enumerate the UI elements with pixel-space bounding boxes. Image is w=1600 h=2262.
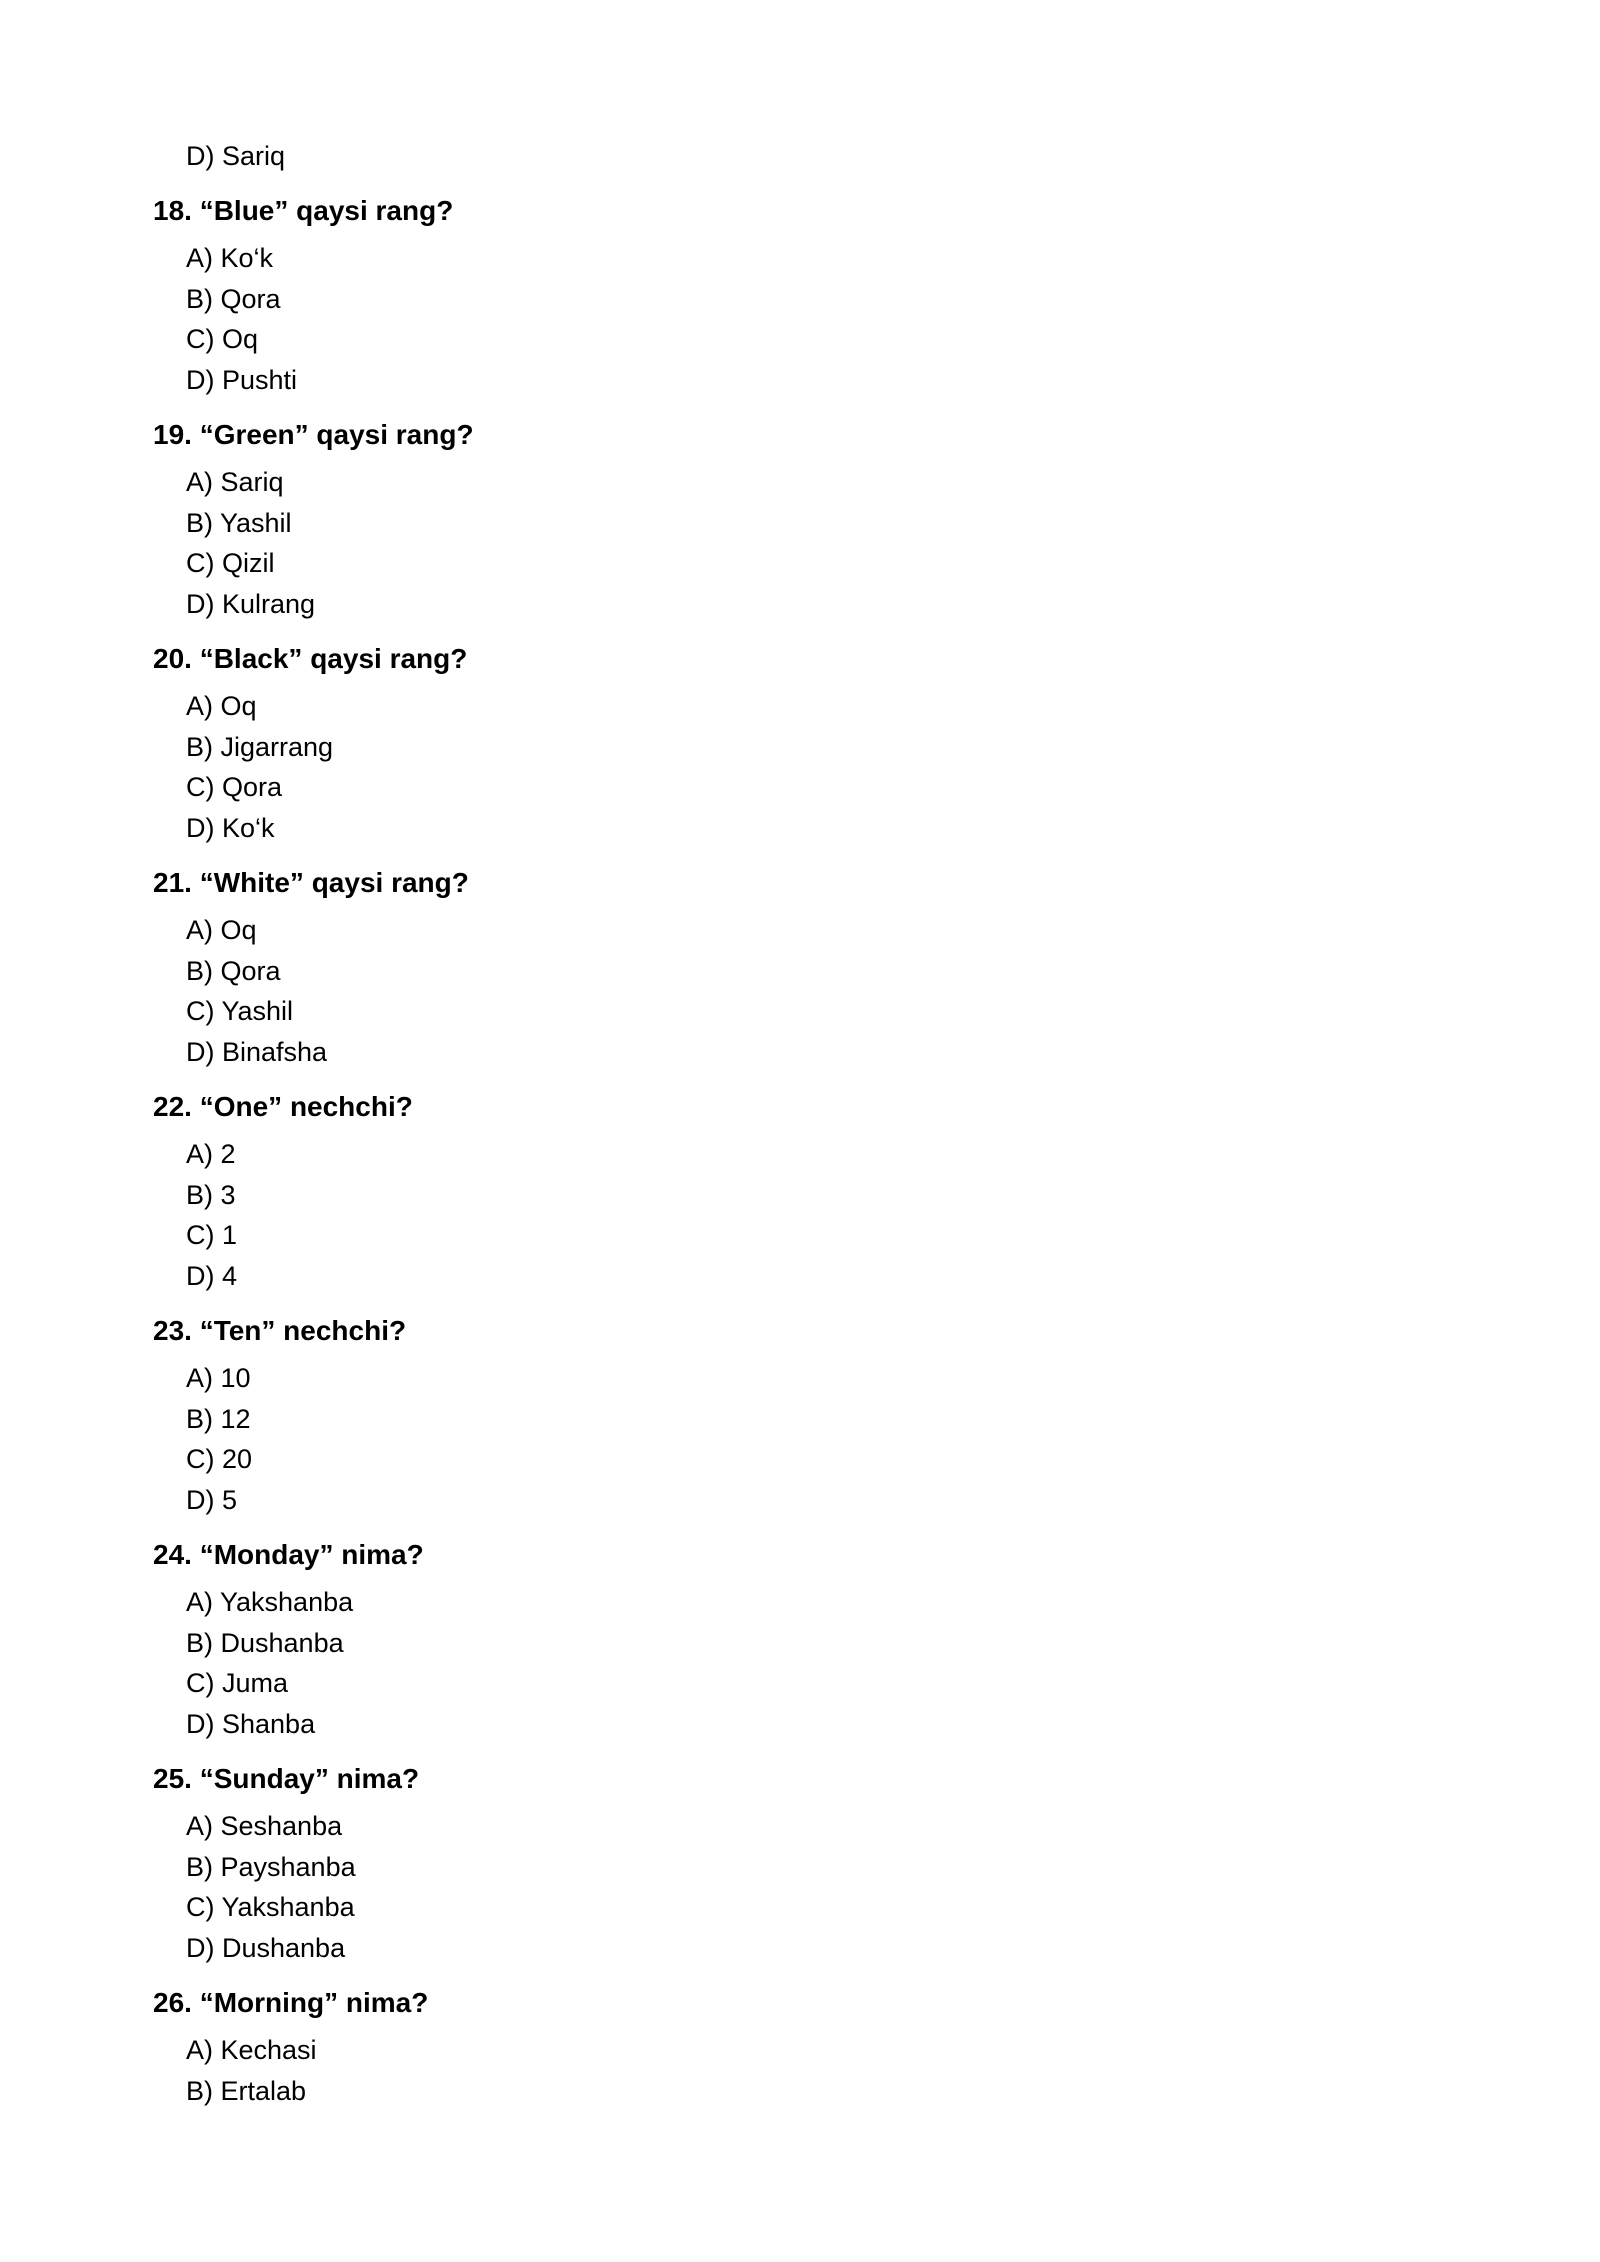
option-18-c: C) Oq [186, 324, 259, 354]
option-21-b: B) Qora [186, 956, 281, 986]
option-20-a: A) Oq [186, 691, 257, 721]
option-22-a: A) 2 [186, 1139, 236, 1169]
option-21-d: D) Binafsha [186, 1037, 328, 1067]
option-25-c: C) Yakshanba [186, 1892, 355, 1922]
question-24-title: 24. “Monday” nima? [153, 1539, 424, 1570]
option-26-a: A) Kechasi [186, 2035, 317, 2065]
question-26-title: 26. “Morning” nima? [153, 1987, 429, 2018]
option-18-a: A) Ko‘k [186, 243, 274, 273]
option-19-d: D) Kulrang [186, 589, 316, 619]
option-21-a: A) Oq [186, 915, 257, 945]
option-25-a: A) Seshanba [186, 1811, 343, 1841]
question-20-title: 20. “Black” qaysi rang? [153, 643, 468, 674]
option-21-c: C) Yashil [186, 996, 294, 1026]
option-19-c: C) Qizil [186, 548, 275, 578]
option-22-b: B) 3 [186, 1180, 236, 1210]
option-24-c: C) Juma [186, 1668, 289, 1698]
option-24-d: D) Shanba [186, 1709, 316, 1739]
option-23-a: A) 10 [186, 1363, 251, 1393]
option-18-d: D) Pushti [186, 365, 298, 395]
question-21-title: 21. “White” qaysi rang? [153, 867, 469, 898]
option-18-b: B) Qora [186, 284, 281, 314]
option-23-d: D) 5 [186, 1485, 238, 1515]
question-18-title: 18. “Blue” qaysi rang? [153, 195, 454, 226]
option-25-b: B) Payshanba [186, 1852, 356, 1882]
option-19-a: A) Sariq [186, 467, 284, 497]
option-22-d: D) 4 [186, 1261, 238, 1291]
option-20-b: B) Jigarrang [186, 732, 334, 762]
option-23-b: B) 12 [186, 1404, 251, 1434]
option-20-d: D) Ko‘k [186, 813, 275, 843]
question-19-title: 19. “Green” qaysi rang? [153, 419, 474, 450]
option-24-b: B) Dushanba [186, 1628, 344, 1658]
option-26-b: B) Ertalab [186, 2076, 307, 2106]
question-25-title: 25. “Sunday” nima? [153, 1763, 420, 1794]
option-22-c: C) 1 [186, 1220, 238, 1250]
option-17-d: D) Sariq [186, 141, 286, 171]
option-23-c: C) 20 [186, 1444, 253, 1474]
question-22-title: 22. “One” nechchi? [153, 1091, 413, 1122]
option-19-b: B) Yashil [186, 508, 292, 538]
option-25-d: D) Dushanba [186, 1933, 346, 1963]
option-20-c: C) Qora [186, 772, 283, 802]
option-24-a: A) Yakshanba [186, 1587, 354, 1617]
question-23-title: 23. “Ten” nechchi? [153, 1315, 407, 1346]
